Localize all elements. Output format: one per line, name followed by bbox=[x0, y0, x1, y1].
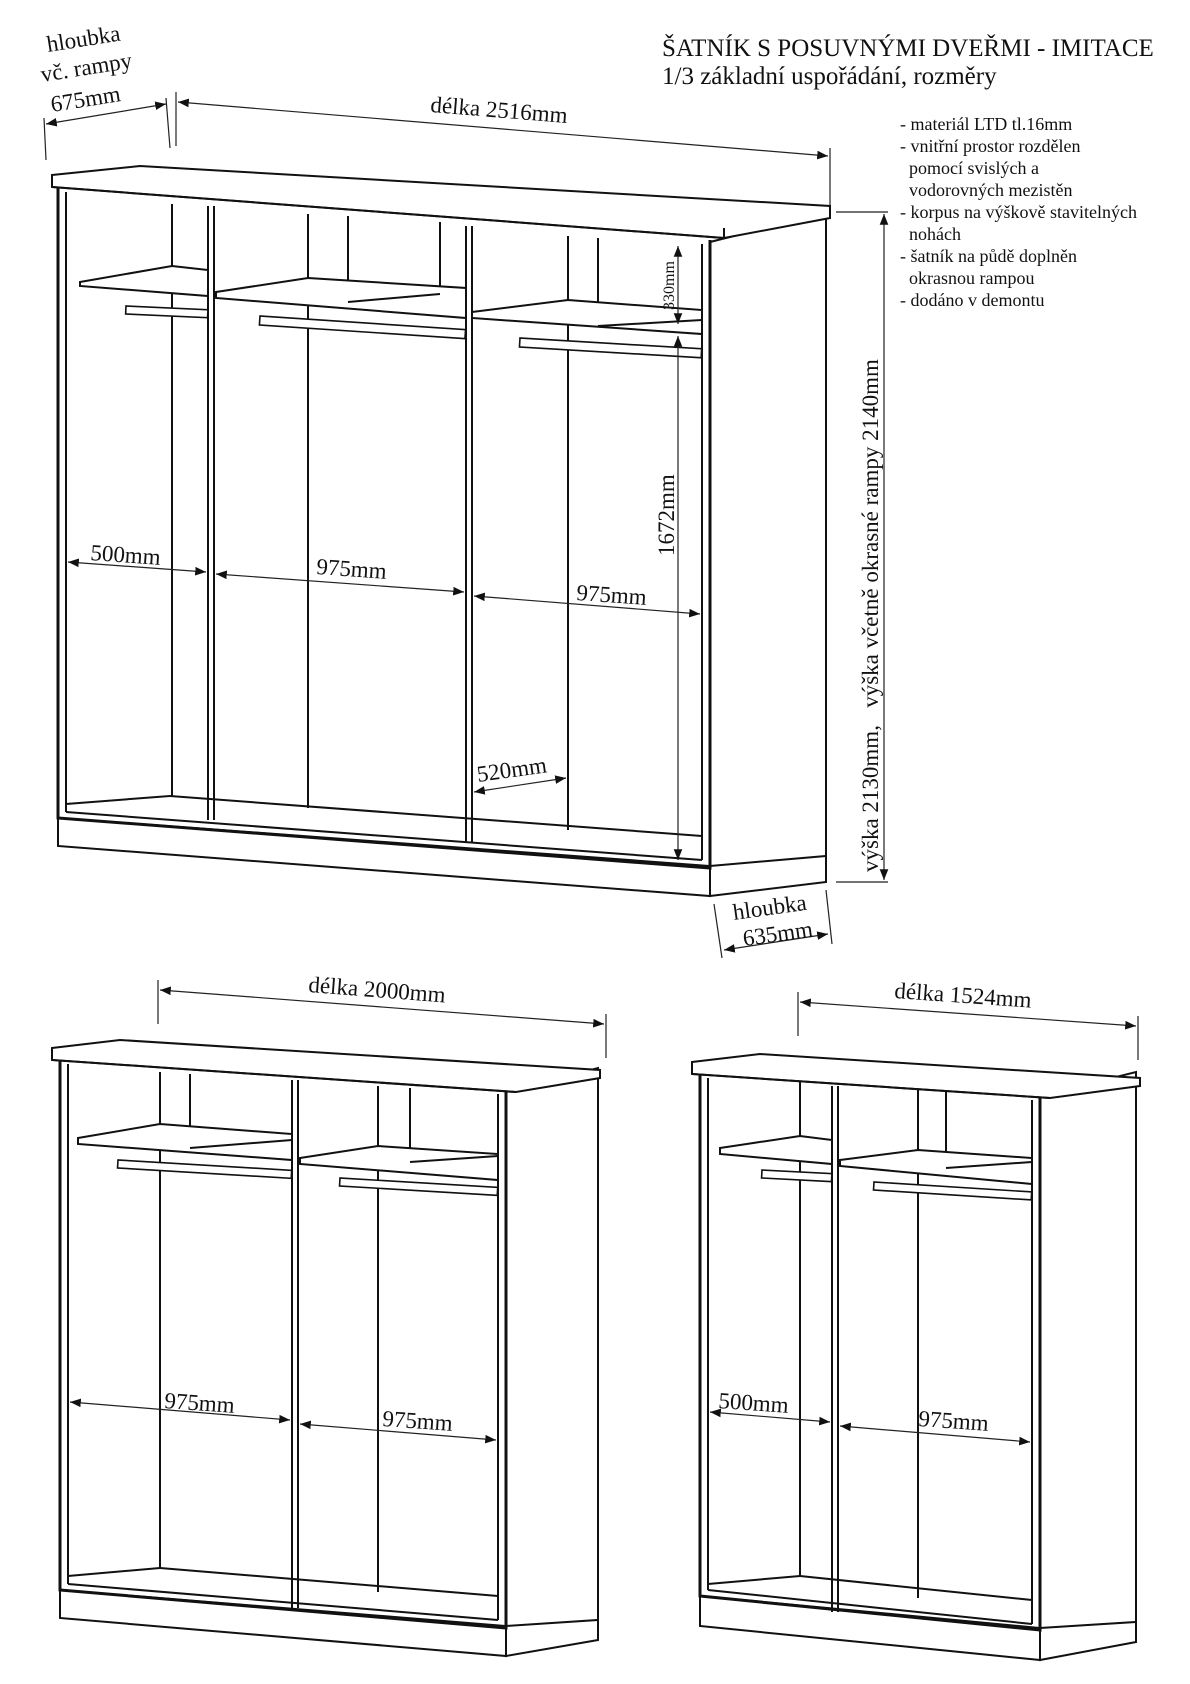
compartment-width-label: 500mm bbox=[89, 540, 162, 570]
note-line: - korpus na výškově stavitelných bbox=[900, 202, 1137, 222]
note-line: - šatník na půdě doplněn bbox=[900, 246, 1077, 266]
note-line: vodorovných mezistěn bbox=[900, 180, 1073, 200]
length-label: délka 2516mm bbox=[429, 92, 569, 128]
length-dimension bbox=[798, 978, 1138, 1060]
length-label: délka 2000mm bbox=[307, 972, 447, 1008]
wardrobe-small bbox=[692, 978, 1140, 1660]
length-dimension bbox=[158, 972, 606, 1058]
compartment-width-label: 975mm bbox=[917, 1406, 990, 1436]
compartment-width-label: 500mm bbox=[717, 1388, 790, 1418]
depth-ramp-label: 675mm bbox=[48, 81, 123, 117]
height-dimension bbox=[836, 212, 888, 882]
compartment-width-label: 975mm bbox=[315, 554, 388, 584]
title-line-1: ŠATNÍK S POSUVNÝMI DVEŘMI - IMITACE bbox=[662, 35, 1154, 62]
note-line: nohách bbox=[900, 224, 961, 244]
compartment-width-dimensions bbox=[70, 1388, 496, 1440]
title-line-2: 1/3 základní uspořádání, rozměry bbox=[662, 63, 997, 90]
note-line: - vnitřní prostor rozdělen bbox=[900, 136, 1081, 156]
note-line: okrasnou rampou bbox=[900, 268, 1035, 288]
compartment-width-dimensions bbox=[710, 1388, 1030, 1442]
note-line: - materiál LTD tl.16mm bbox=[900, 114, 1073, 134]
depth-ramp-label: hloubka bbox=[44, 20, 122, 57]
note-line: pomocí svislých a bbox=[900, 158, 1039, 178]
material-notes bbox=[900, 114, 1137, 310]
compartment-width-label: 975mm bbox=[163, 1388, 236, 1418]
depth-ramp-dimension bbox=[39, 21, 170, 160]
depth-dimension bbox=[714, 890, 832, 958]
compartment-width-label: 975mm bbox=[575, 580, 648, 610]
inner-depth-label: 520mm bbox=[475, 752, 549, 787]
depth-label: 635mm bbox=[741, 916, 815, 951]
rail-height-label: 1672mm bbox=[654, 474, 679, 556]
height-label: výška 2130mm, výška včetně okrasné rampy 2140mm bbox=[858, 359, 883, 872]
depth-ramp-label: vč. rampy bbox=[38, 47, 134, 87]
note-line: - dodáno v demontu bbox=[900, 290, 1045, 310]
compartment-width-label: 975mm bbox=[381, 1406, 454, 1436]
wardrobe-large bbox=[39, 21, 888, 958]
wardrobe-medium bbox=[52, 972, 606, 1656]
rail-height-dimension bbox=[654, 336, 679, 860]
depth-label: hloubka bbox=[731, 889, 809, 925]
inner-depth-dimension bbox=[474, 752, 566, 792]
shelf-height-label: 330mm bbox=[661, 261, 678, 310]
compartment-width-dimensions bbox=[68, 540, 700, 614]
length-label: délka 1524mm bbox=[893, 978, 1033, 1013]
